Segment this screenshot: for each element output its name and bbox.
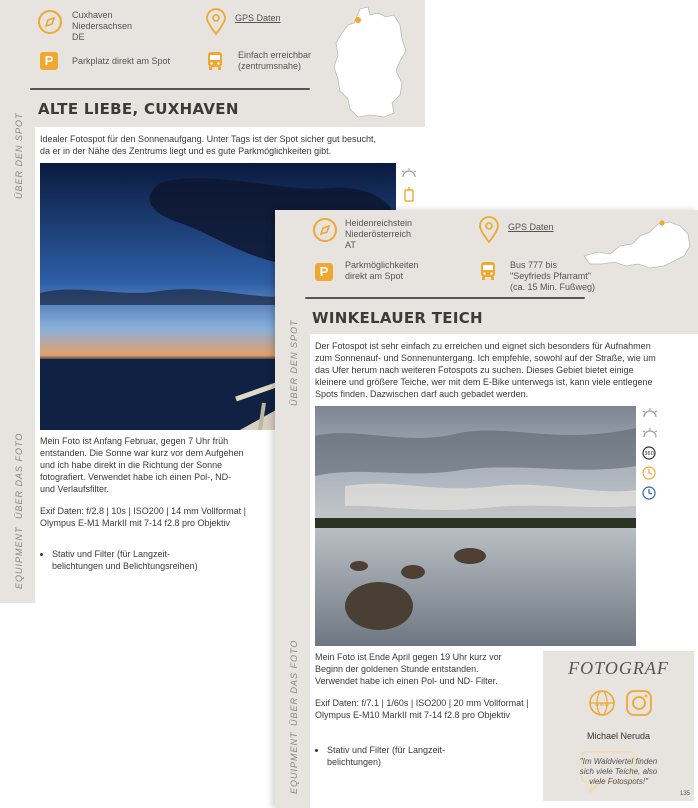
parking-icon: P bbox=[315, 263, 333, 281]
fotograf-heading: FOTOGRAF bbox=[568, 658, 669, 678]
spot-title: ALTE LIEBE, CUXHAVEN bbox=[38, 100, 239, 118]
compass-icon bbox=[37, 9, 63, 35]
equipment-item: • Stativ und Filter (für Langzeit- belichtungen und Belichtungsreihen) bbox=[52, 548, 270, 572]
side-label-photo: ÜBER DAS FOTO bbox=[14, 432, 24, 519]
map-pin-icon bbox=[478, 216, 500, 244]
parking-text: Parkmöglichkeiten direkt am Spot bbox=[345, 260, 419, 281]
austria-map bbox=[580, 216, 695, 278]
360-view-icon bbox=[642, 446, 656, 460]
page-number: 135 bbox=[679, 791, 690, 797]
exif-text: Exif Daten: f/7.1 | 1/60s | ISO200 | 20 mm Vollformat | Olympus E-M10 MarkII mit 7-14 f2.8 pro Objektiv bbox=[315, 698, 529, 720]
sidebar bbox=[0, 112, 35, 603]
www-label: www bbox=[594, 701, 610, 708]
transit-text: Einfach erreichbar (zentrumsnahe) bbox=[238, 50, 312, 71]
lantern-icon bbox=[403, 187, 415, 203]
side-label-equipment: EQUIPMENT bbox=[14, 526, 24, 589]
svg-text:360: 360 bbox=[644, 451, 654, 457]
about-spot-text: Idealer Fotospot für den Sonnenaufgang. Unter Tags ist der Spot sicher gut besucht, da er in der Nähe des Zentrums liegt und es gute Parkmöglichkeiten gibt. bbox=[40, 134, 377, 156]
clock-orange-icon bbox=[642, 466, 656, 480]
photographer-quote: "Im Waldviertel finden sich viele Teiche, also viele Fotospots!" bbox=[579, 757, 658, 786]
sunrise-icon bbox=[400, 167, 418, 179]
photographer-name: Michael Neruda bbox=[586, 731, 651, 741]
exif-text: Exif Daten: f/2.8 | 10s | ISO200 | 14 mm Vollformat | Olympus E-M1 MarkII mit 7-14 f2.8 pro Objektiv bbox=[40, 506, 246, 528]
gps-link[interactable]: GPS Daten bbox=[235, 13, 281, 23]
sunrise-icon bbox=[641, 407, 659, 419]
parking-text: Parkplatz direkt am Spot bbox=[72, 56, 171, 66]
parking-icon: P bbox=[40, 52, 58, 70]
sidebar bbox=[275, 319, 310, 808]
location-text: Cuxhaven Niedersachsen DE bbox=[72, 10, 133, 42]
map-pin-icon bbox=[205, 8, 227, 36]
side-label-spot: ÜBER DEN SPOT bbox=[289, 319, 299, 406]
equipment-item: • Stativ und Filter (für Langzeit- belichtungen) bbox=[327, 744, 545, 768]
clock-blue-icon bbox=[642, 486, 656, 500]
gps-link[interactable]: GPS Daten bbox=[508, 222, 554, 232]
side-label-equipment: EQUIPMENT bbox=[289, 731, 299, 794]
divider-brush bbox=[305, 297, 585, 299]
equipment-list bbox=[40, 548, 270, 572]
location-text: Heidenreichstein Niederösterreich AT bbox=[345, 218, 413, 250]
bus-icon bbox=[479, 261, 497, 281]
guide-page-winkelauer bbox=[275, 210, 698, 808]
compass-icon bbox=[312, 217, 338, 243]
about-spot-text: Der Fotospot ist sehr einfach zu erreichen und eignet sich besonders für Aufnahmen zum Sonnenauf- und Sonnenuntergang. Ich empfehle, sowohl auf der Straße, wie um das Ufer herum nach weiteren Fotospots zu suchen. Dieses Gebiet bietet einige kleinere und größere Teiche, wer mit dem E-Bike unterwegs ist, kann viele entlegene Spots finden. Dazwischen darf auch gebadet werden. bbox=[315, 341, 656, 399]
photographer-box bbox=[543, 651, 694, 801]
equipment-list bbox=[315, 744, 545, 768]
bus-icon bbox=[206, 51, 224, 71]
transit-text: Bus 777 bis "Seyfrieds Pfarramt" (ca. 15 Min. Fußweg) bbox=[510, 260, 596, 292]
side-label-photo: ÜBER DAS FOTO bbox=[289, 639, 299, 726]
side-label-spot: ÜBER DEN SPOT bbox=[14, 112, 24, 199]
photo-lake-rocks bbox=[315, 406, 636, 646]
globe-icon[interactable] bbox=[588, 689, 616, 717]
about-photo-text: Mein Foto ist Anfang Februar, gegen 7 Uhr früh entstanden. Die Sonne war kurz vor dem Aufgehen und ich habe direkt in die Richtung der Sonne fotografiert. Verwendet habe ich einen Pol-, ND- und Verlaufsfilter. bbox=[40, 436, 244, 494]
about-photo-text: Mein Foto ist Ende April gegen 19 Uhr kurz vor Beginn der goldenen Stunde entstanden. Verwendet habe ich einen Pol- und ND- Filter. bbox=[315, 652, 502, 686]
spot-title: WINKELAUER TEICH bbox=[312, 309, 483, 327]
divider-brush bbox=[30, 88, 310, 90]
germany-map bbox=[330, 3, 412, 121]
sunset-icon bbox=[641, 427, 659, 439]
instagram-icon[interactable] bbox=[625, 689, 653, 717]
